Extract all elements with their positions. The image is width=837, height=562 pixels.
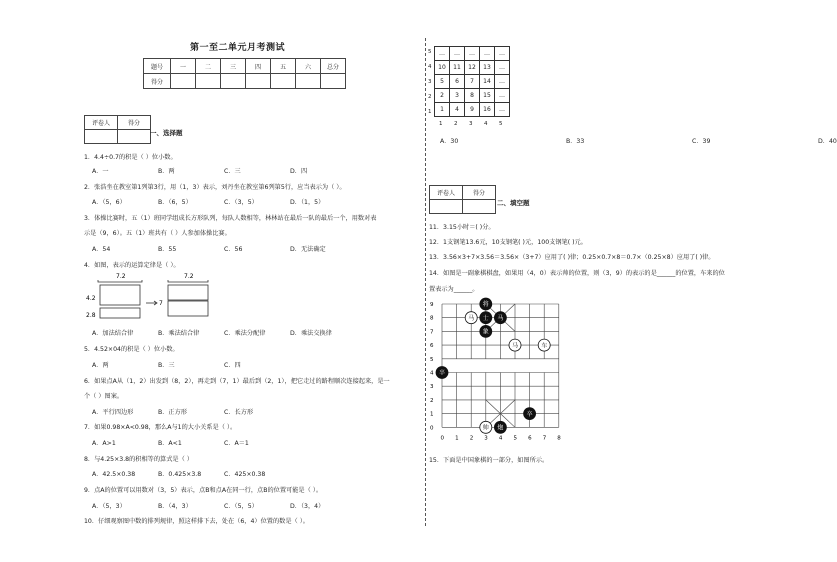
chess-piece-label: 帅: [482, 424, 489, 432]
grader-table-1: [84, 115, 151, 144]
grid-cell: 1: [435, 103, 450, 117]
question-13: 13．3.56×3+7×3.56＝3.56×（3+7）应用了( )律；0.25×0.7×8＝0.7×（0.25×8）应用了( )律。: [429, 254, 715, 261]
fig-label-top2: 7.2: [184, 273, 194, 280]
grid-cell: 11: [450, 61, 465, 75]
question-4: 4．如图，表示的运算定律是（ ）。: [84, 262, 180, 269]
board-x-label: 2: [469, 435, 474, 442]
option: A．54: [92, 246, 111, 253]
question-11: 11．3.15小时＝( )分。: [429, 224, 495, 231]
grid-cell: 10: [435, 61, 450, 75]
question-14-line2: 置表示为______。: [429, 286, 479, 293]
option: C．39: [692, 138, 711, 145]
option: C．乘法分配律: [224, 330, 266, 337]
score-header-cell: 一: [171, 59, 196, 74]
board-x-label: 8: [557, 435, 561, 442]
section-title-choice: 一、选择题: [150, 129, 183, 137]
board-x-label: 7: [542, 435, 547, 442]
option: A．两: [92, 362, 109, 369]
option: C．（3，5）: [224, 199, 258, 206]
option: A．42.5×0.38: [92, 471, 136, 478]
grid-cell: …: [435, 47, 450, 61]
grid-cell: 12: [465, 61, 480, 75]
question-12: 12．1支钢笔13.6元，10支钢笔( )元，100支钢笔( )元。: [429, 239, 587, 246]
option: C．三: [224, 168, 241, 175]
option: A．平行四边形: [92, 409, 134, 416]
score-value-cell: [221, 74, 246, 89]
grid-cell: …: [495, 89, 510, 103]
fig-label-top1: 7.2: [116, 273, 126, 280]
score-header-cell: 总分: [321, 59, 346, 74]
grid-row-label: 4: [428, 64, 432, 70]
question-5: 5．4.52×04的积是（ ）位小数。: [84, 346, 179, 353]
chess-piece-label: 将: [482, 301, 489, 309]
chess-piece-label: 卒: [526, 410, 533, 418]
grid-col-label: 2: [454, 121, 458, 127]
score-header-cell: 四: [246, 59, 271, 74]
score-value-cell: [171, 74, 196, 89]
grid-cell: 13: [480, 61, 495, 75]
grid-cell: …: [465, 47, 480, 61]
option: B．0.425×3.8: [158, 471, 202, 478]
option: B．33: [566, 138, 585, 145]
option: D．（1，5）: [290, 199, 325, 206]
option: D．乘法交换律: [290, 330, 332, 337]
board-y-label: 6: [430, 343, 434, 350]
score-header-cell: 五: [271, 59, 296, 74]
fig-label-left1: 4.2: [86, 295, 96, 302]
chess-piece-label: 象: [482, 328, 489, 336]
chess-piece-label: 炮: [497, 424, 504, 432]
grid-cell: 5: [435, 75, 450, 89]
grid-row-label: 3: [428, 79, 432, 85]
grid-cell: …: [495, 103, 510, 117]
score-value-cell: 得分: [144, 74, 171, 89]
option: B．（4，3）: [158, 503, 192, 510]
option: C．四: [224, 362, 241, 369]
option: D．（3，4）: [290, 503, 325, 510]
board-y-label: 0: [430, 425, 434, 432]
board-y-label: 2: [430, 397, 434, 404]
board-y-label: 5: [430, 356, 434, 363]
score-label: 得分: [118, 116, 151, 130]
grid-cell: 2: [435, 89, 450, 103]
chess-piece-label: 马: [497, 314, 504, 322]
grid-col-label: 3: [469, 121, 473, 127]
board-x-label: 1: [455, 435, 459, 442]
grid-col-label: 5: [499, 121, 503, 127]
chess-piece-label: 马: [511, 342, 519, 350]
board-y-label: 4: [430, 370, 434, 377]
score-value-cell: [196, 74, 221, 89]
option: B．正方形: [158, 409, 187, 416]
option: C．长方形: [224, 409, 254, 416]
question-10: 10．仔细观察图中数的排列规律，照这样排下去，处在（6，4）位置的数是（ ）。: [84, 518, 309, 525]
question-6-line2: 个（ ）图案。: [84, 393, 124, 400]
option: C．（5，5）: [224, 503, 258, 510]
score-header-cell: 三: [221, 59, 246, 74]
question-3-line1: 3．体操比赛时，五（1）班同学组成长方形队列，每队人数相等，林林站在最后一队的最后一个，用数对表: [84, 215, 377, 222]
chess-piece-label: 车: [541, 342, 548, 350]
grader-label: 评卷人: [430, 186, 463, 200]
option: D．40: [818, 138, 837, 145]
score-header-cell: 二: [196, 59, 221, 74]
column-divider: [425, 38, 426, 526]
grid-cell: 3: [450, 89, 465, 103]
score-value-cell: [296, 74, 321, 89]
question-3-line2: 示是（9，6）。五（1）班共有（ ）人参加体操比赛。: [84, 230, 231, 237]
section-title-fill: 二、填空题: [497, 199, 530, 207]
grid-cell: 16: [480, 103, 495, 117]
number-grid: [434, 46, 510, 117]
question-2: 2．张浩坐在教室第1列第3行，用（1，3）表示，刘丹坐在教室第6列第5行，应当表示为（ ）。: [84, 184, 346, 191]
grid-cell: 9: [465, 103, 480, 117]
option: C．56: [224, 246, 243, 253]
grid-cell: …: [495, 61, 510, 75]
grid-cell: 15: [480, 89, 495, 103]
option: C．425×0.38: [224, 471, 266, 478]
page-title: 第一至二单元月考测试: [190, 43, 286, 53]
board-x-label: 4: [498, 435, 503, 442]
grid-col-label: 4: [484, 121, 488, 127]
option: A．（5，6）: [92, 199, 126, 206]
score-value-cell: [246, 74, 271, 89]
question-8: 8．与4.25×3.8的积相等的算式是（ ）: [84, 456, 193, 463]
option: B．（6，5）: [158, 199, 192, 206]
score-table: [143, 58, 346, 89]
option: B．两: [158, 168, 175, 175]
board-x-label: 5: [513, 435, 517, 442]
option: A．（5，3）: [92, 503, 126, 510]
grid-cell: …: [495, 47, 510, 61]
score-header-cell: 六: [296, 59, 321, 74]
question-1: 1．4.4÷0.7的积是（ ）位小数。: [84, 154, 177, 161]
grid-col-label: 1: [439, 121, 443, 127]
option: D．四: [290, 168, 308, 175]
grid-cell: …: [480, 47, 495, 61]
score-value-cell: [271, 74, 296, 89]
question-6-line1: 6．如果点A从（1，2）出发到（8，2），再走到（7，1）最后到（2，1），把它走过的路程顺次连接起来，是一: [84, 378, 390, 385]
option: A．30: [440, 138, 459, 145]
grid-cell: 6: [450, 75, 465, 89]
option: A．一: [92, 168, 109, 175]
option: A．加法结合律: [92, 330, 134, 337]
option: B．三: [158, 362, 175, 369]
chess-board: [428, 296, 568, 448]
grid-cell: …: [450, 47, 465, 61]
chess-piece-label: 马: [468, 314, 475, 322]
grid-cell: 7: [465, 75, 480, 89]
option: B．乘法结合律: [158, 330, 200, 337]
score-label: 得分: [463, 186, 496, 200]
question-9: 9．点A的位置可以用数对（3，5）表示，点B和点A在同一行，点B的位置可能是（ ）。: [84, 487, 323, 494]
grid-cell: …: [495, 75, 510, 89]
question-15: 15．下面是中国象棋的一部分，如图所示。: [429, 457, 549, 464]
board-y-label: 7: [430, 329, 434, 336]
fig-label-left2: 2.8: [86, 312, 96, 319]
option: B．A<1: [158, 440, 182, 447]
board-x-label: 6: [528, 435, 532, 442]
score-header-cell: 题号: [144, 59, 171, 74]
grid-cell: 14: [480, 75, 495, 89]
question-7: 7．如果0.98×A<0.98，那么A与1的大小关系是（ ）。: [84, 424, 237, 431]
grader-table-2: [429, 185, 496, 214]
fig-label-mid: 7: [159, 300, 163, 307]
question-14-line1: 14．如图是一副象棋棋盘，如果用（4，0）表示帅的位置，则（3，9）的表示的是______的位置，车来的位: [429, 270, 725, 277]
option: D．无法确定: [290, 246, 326, 253]
grader-label: 评卷人: [85, 116, 118, 130]
option: B．55: [158, 246, 177, 253]
option: A．A>1: [92, 440, 116, 447]
chess-piece-label: 卒: [438, 369, 446, 377]
option: C．A＝1: [224, 440, 249, 447]
board-y-label: 9: [430, 302, 434, 308]
q4-figure: [84, 270, 214, 322]
board-y-label: 3: [430, 384, 434, 391]
board-y-label: 8: [430, 315, 434, 322]
grid-row-label: 5: [428, 49, 432, 55]
grid-row-label: 1: [428, 109, 432, 115]
grid-cell: 4: [450, 103, 465, 117]
score-value-cell: [321, 74, 346, 89]
board-x-label: 0: [440, 435, 444, 442]
board-x-label: 3: [484, 435, 488, 442]
grid-row-label: 2: [428, 94, 432, 100]
chess-piece-label: 士: [482, 314, 489, 322]
board-y-label: 1: [430, 411, 434, 418]
grid-cell: 8: [465, 89, 480, 103]
